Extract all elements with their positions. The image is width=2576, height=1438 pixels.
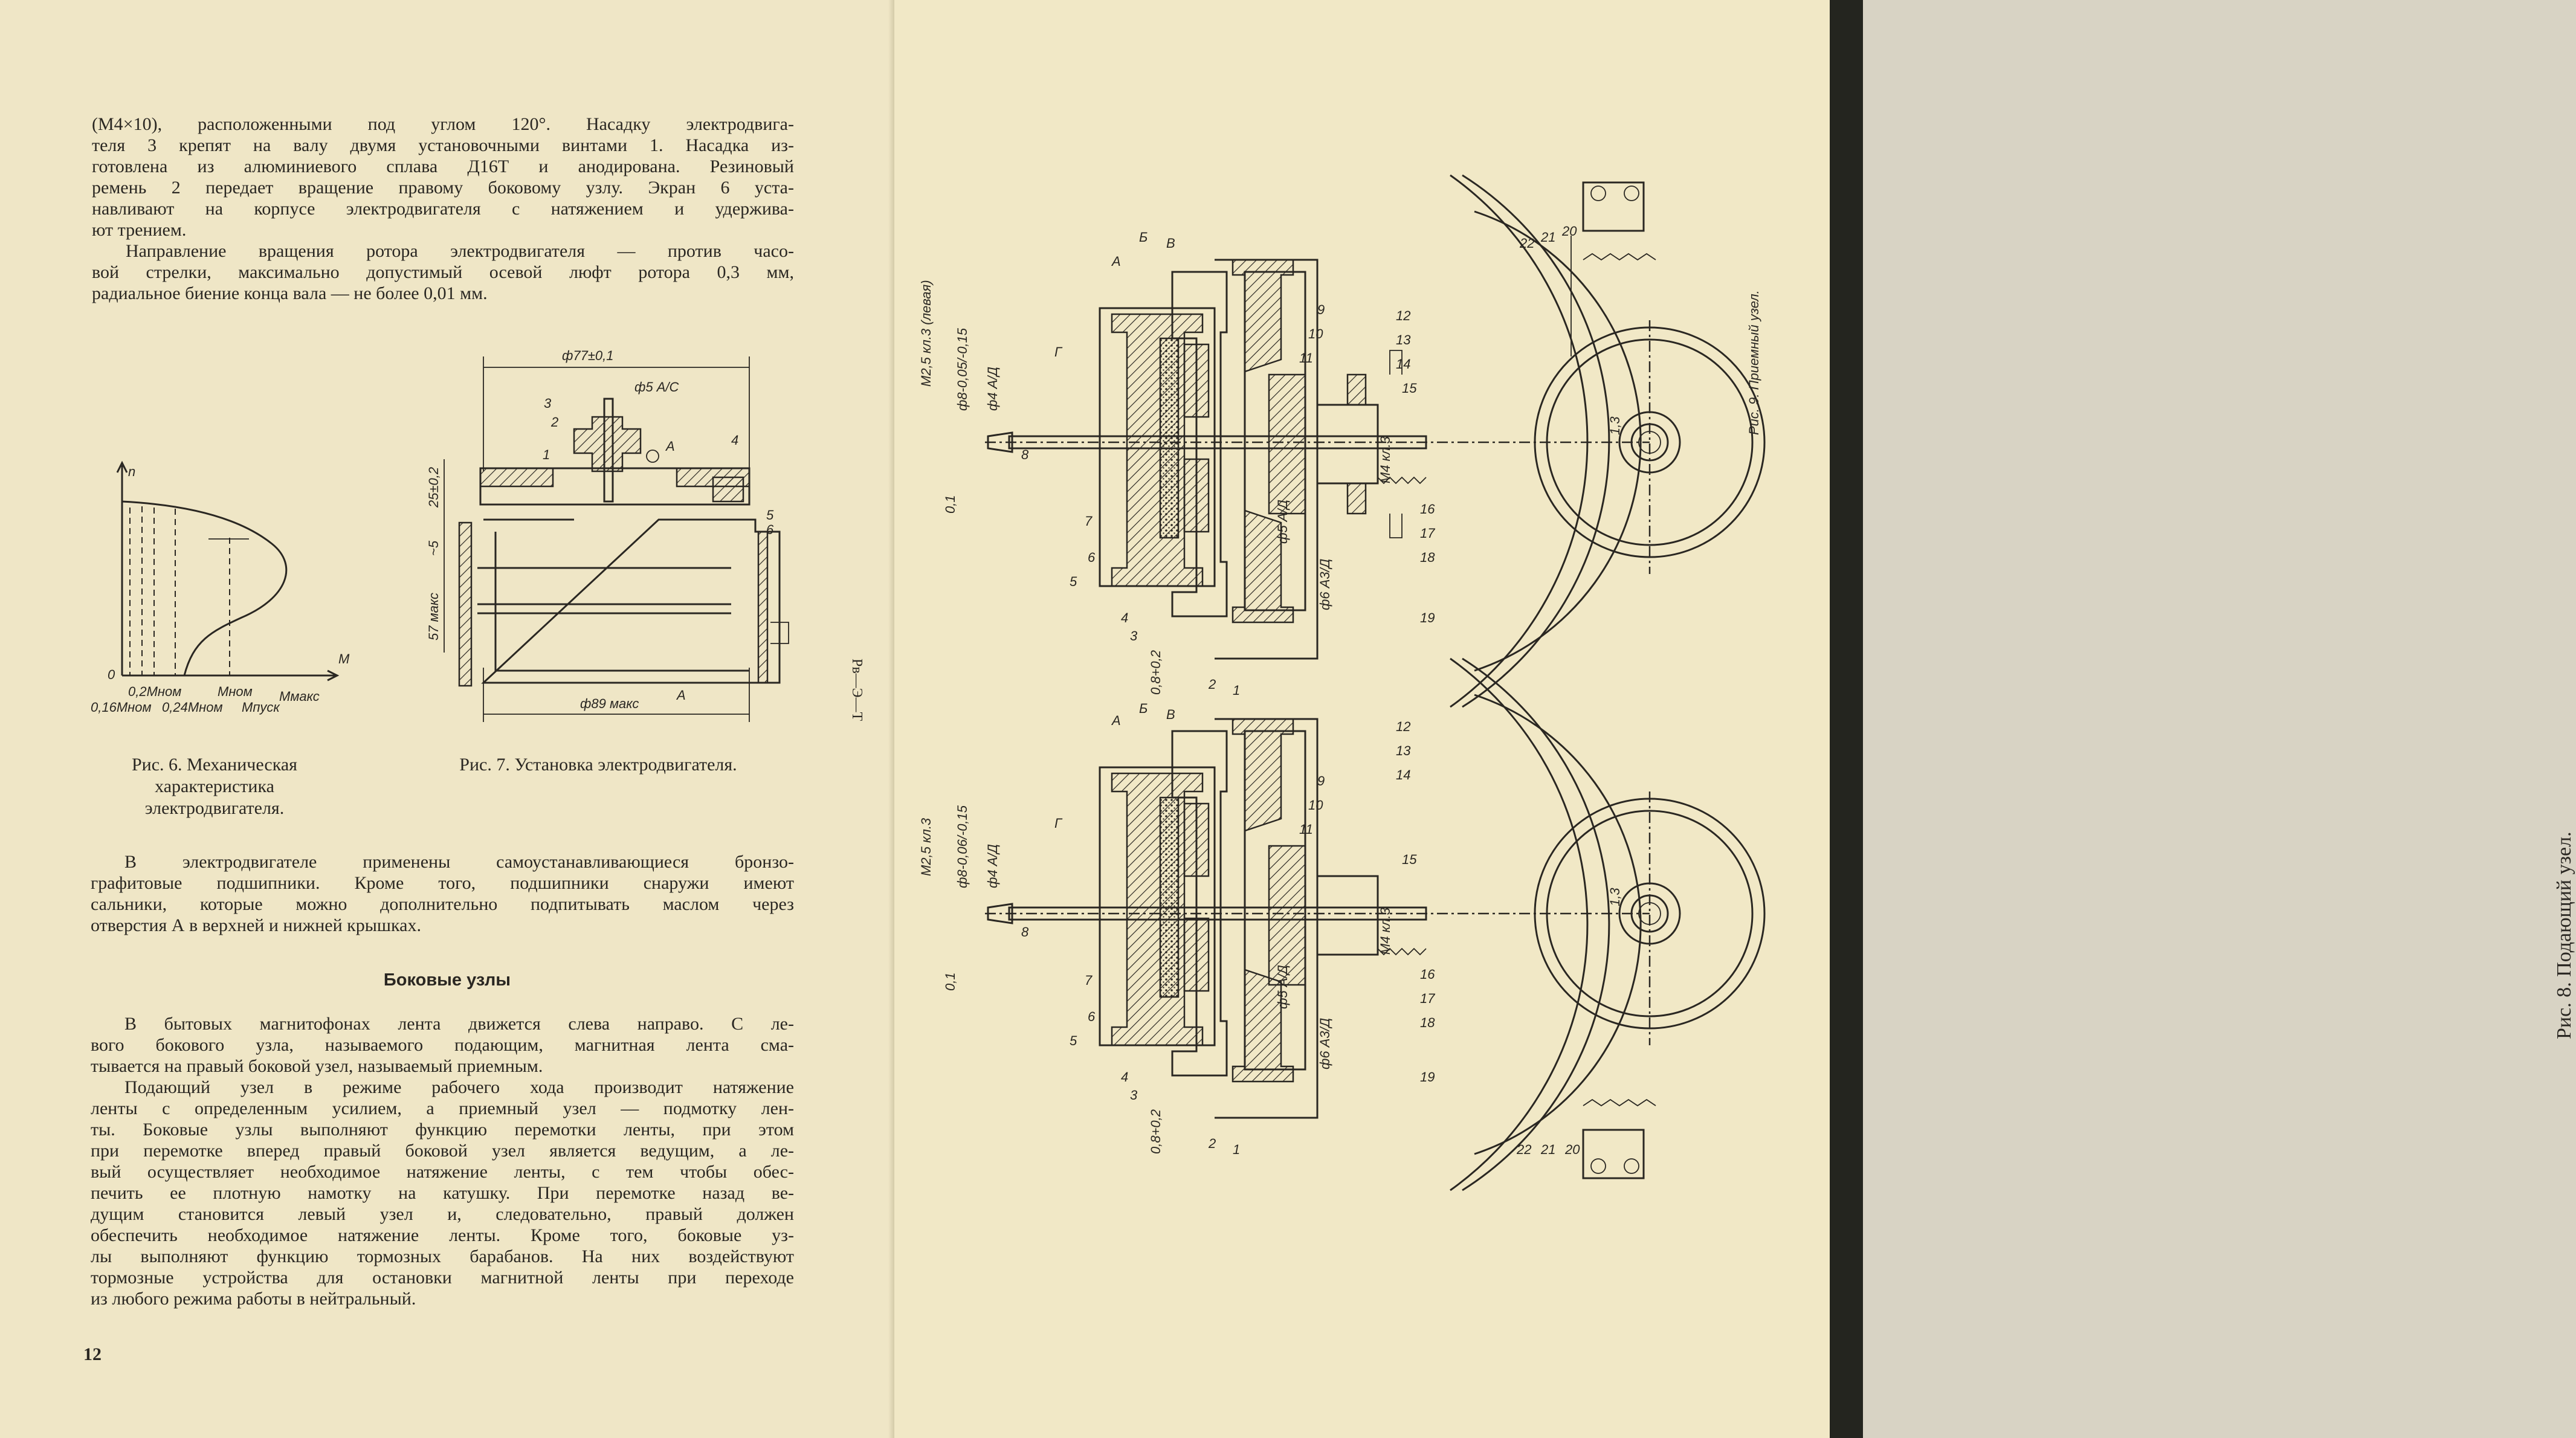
tick-label: 0,2Mном [128, 684, 182, 699]
dimension-label: М4 кл.3 [1378, 436, 1393, 483]
paragraph-side-units [91, 1013, 794, 1309]
text-line: графитовые подшипники. Кроме того, подшипники снаружи имеют [91, 873, 794, 893]
tick-label: Mпуск [242, 700, 280, 715]
dimension-label: ф5 А/С [634, 379, 679, 395]
part-mark: 3 [1130, 628, 1138, 643]
part-mark: 12 [1396, 719, 1411, 734]
dimension-label: ф8-0,05/-0,15 [955, 327, 970, 411]
text-line: ты. Боковые узлы выполняют функцию перемотки ленты, при этом [91, 1120, 794, 1140]
tick-label: Mном [218, 684, 253, 699]
text-line: вой стрелки, максимально допустимый осевой люфт ротора 0,3 мм, [92, 262, 794, 282]
characteristic-curve [122, 501, 286, 675]
figure-6-caption: Рис. 6. Механическая характеристика электродвигателя. [132, 755, 297, 818]
part-mark: 4 [1121, 1069, 1129, 1085]
part-mark: В [1166, 236, 1175, 251]
part-mark: 13 [1396, 743, 1411, 758]
text-line: ленты с определенным усилием, а приемный узел — подмотку лен- [91, 1098, 794, 1118]
dimension-label: 0,8+0,2 [1148, 650, 1163, 695]
part-mark: 13 [1396, 332, 1411, 347]
part-mark: 6 [766, 522, 774, 537]
right-page [894, 0, 2575, 1438]
part-mark: 16 [1420, 501, 1435, 517]
part-mark: 9 [1317, 302, 1325, 317]
text-line: навливают на корпусе электродвигателя с натяжением и удержива- [92, 199, 794, 219]
part-mark: 2 [1209, 677, 1216, 692]
part-mark: Г [1054, 344, 1062, 360]
text-line: вого бокового узла, называемого подающим, магнитная лента сма- [91, 1035, 794, 1055]
text-line: при перемотке вперед правый боковой узел является ведущим, а ле- [91, 1141, 794, 1161]
part-mark: 15 [1402, 852, 1417, 867]
part-mark: 10 [1308, 326, 1323, 341]
part-mark: 21 [1541, 230, 1556, 245]
part-mark: 3 [544, 396, 552, 411]
dimension-label: М2,5 кл.3 [918, 817, 934, 876]
signature-mark: Рв—Э—Т [849, 659, 865, 721]
part-mark: 11 [1299, 822, 1313, 837]
section-heading: Боковые узлы [383, 970, 511, 990]
left-page [0, 0, 894, 1438]
text-line: готовлена из алюминиевого сплава Д16Т и анодирована. Резиновый [92, 156, 794, 176]
text-line: В бытовых магнитофонах лента движется слева направо. С ле- [124, 1014, 794, 1034]
part-mark: 1 [1233, 1142, 1241, 1157]
part-mark: 8 [1021, 924, 1029, 940]
part-mark: 22 [1520, 236, 1535, 251]
part-mark: 4 [1121, 610, 1129, 625]
part-mark: 20 [1562, 224, 1577, 239]
part-mark: Б [1139, 701, 1148, 716]
part-mark: 4 [731, 433, 739, 448]
part-mark: 20 [1565, 1142, 1580, 1157]
part-mark: 11 [1299, 350, 1313, 366]
text-line: радиальное биение конца вала — не более 0,01 мм. [92, 283, 488, 303]
part-mark: 14 [1396, 767, 1411, 782]
part-mark: 1 [1233, 683, 1241, 698]
text-line: отверстия А в верхней и нижней крышках. [91, 915, 421, 935]
part-mark: 17 [1420, 526, 1435, 541]
dimension-label: 1,3 [1607, 888, 1622, 906]
dimension-label: М4 кл.3 [1378, 908, 1393, 955]
part-mark: 5 [1070, 1033, 1077, 1048]
dimension-label: 1,3 [1607, 416, 1622, 435]
figure-7-caption: Рис. 7. Установка электродвигателя. [459, 755, 737, 775]
text-line: В электродвигателе применены самоустанавливающиеся бронзо- [124, 852, 794, 872]
text-line: вый осуществляет необходимое натяжение ленты, с тем чтобы обес- [91, 1162, 794, 1182]
tick-label: 0,24Mном [162, 700, 223, 715]
page-number: 12 [83, 1344, 102, 1364]
part-mark: В [1166, 707, 1175, 722]
part-mark: 1 [543, 447, 550, 462]
part-mark: 3 [1130, 1088, 1138, 1103]
text-line: (М4×10), расположенными под углом 120°. Насадку электродвига- [92, 114, 794, 134]
text-line: обеспечить необходимое натяжение ленты. Кроме того, боковые уз- [91, 1225, 794, 1245]
text-line: лы выполняют функцию тормозных барабанов. На них воздействуют [91, 1246, 794, 1266]
scan-edge [1830, 0, 1863, 1438]
part-mark: А [677, 688, 686, 703]
part-mark: 18 [1420, 550, 1435, 565]
part-mark: 14 [1396, 356, 1411, 372]
paragraph-motor-mounting [92, 114, 794, 304]
text-line: Подающий узел в режиме рабочего хода производит натяжение [124, 1077, 794, 1097]
figure-caption-inline: Рис. 9. Приемный узел. [1746, 290, 1761, 435]
part-mark: 19 [1420, 1069, 1435, 1085]
part-mark: А [666, 439, 675, 454]
part-mark: А [1112, 254, 1121, 269]
part-mark: А [1112, 713, 1121, 728]
part-mark: 7 [1085, 973, 1093, 988]
dimension-label: ф4 А/Д [985, 366, 1000, 411]
dimension-label: ф89 макс [580, 696, 639, 711]
figure-6-mechanical-characteristic [91, 459, 369, 725]
dimension-label: ф5 А/Д [1275, 499, 1290, 544]
dimension-label: 57 макс [426, 592, 441, 640]
text-line: дущим становится левый узел и, следовательно, правый должен [91, 1204, 794, 1224]
dimension-label: ф77±0,1 [562, 348, 614, 363]
dimension-label: 0,1 [943, 972, 958, 991]
dimension-label: 0,1 [943, 495, 958, 514]
part-mark: 8 [1021, 447, 1029, 462]
dimension-label: 25±0,2 [426, 466, 441, 508]
figure-9-take-up-unit [918, 175, 1761, 698]
dimension-label: ~5 [426, 540, 441, 556]
text-line: ремень 2 передает вращение правому боковому узлу. Экран 6 уста- [92, 178, 794, 198]
part-mark: 9 [1317, 773, 1325, 788]
figure-8-caption: Рис. 8. Подающий узел. [2553, 831, 2575, 1039]
part-mark: 16 [1420, 967, 1435, 982]
part-mark: 10 [1308, 798, 1323, 813]
origin-label: 0 [108, 667, 115, 682]
dimension-label: ф8-0,06/-0,15 [955, 805, 970, 888]
x-axis-label: M [338, 651, 350, 666]
text-line: тормозные устройства для остановки магнитной ленты при переходе [91, 1268, 794, 1288]
part-mark: 19 [1420, 610, 1435, 625]
part-mark: 2 [1209, 1136, 1216, 1151]
dimension-label: 0,8+0,2 [1148, 1109, 1163, 1154]
part-mark: 5 [1070, 574, 1077, 589]
tick-label: 0,16Mном [91, 700, 152, 715]
part-mark: Г [1054, 816, 1062, 831]
part-mark: 18 [1420, 1015, 1435, 1030]
y-axis-label: n [128, 464, 136, 479]
part-mark: 6 [1088, 550, 1096, 565]
dimension-label: М2,5 кл.3 (левая) [918, 280, 934, 387]
part-mark: 17 [1420, 991, 1435, 1006]
text-line: тывается на правый боковой узел, называемый приемным. [91, 1056, 543, 1076]
figure-8-supply-unit [918, 695, 1656, 1190]
part-mark: 12 [1396, 308, 1411, 323]
figure-7-motor-installation [411, 338, 810, 725]
text-line: ют трением. [92, 220, 187, 240]
paragraph-bearings [91, 851, 794, 936]
text-line: печить ее плотную намотку на катушку. При перемотке назад ве- [91, 1183, 794, 1203]
part-mark: 7 [1085, 514, 1093, 529]
part-mark: 21 [1541, 1142, 1556, 1157]
text-line: из любого режима работы в нейтральный. [91, 1289, 416, 1309]
part-mark: 22 [1517, 1142, 1532, 1157]
tick-label: Mмакс [279, 689, 320, 704]
part-mark: 15 [1402, 381, 1417, 396]
part-mark: Б [1139, 230, 1148, 245]
dimension-label: ф5 А/Д [1275, 964, 1290, 1009]
dimension-label: ф6 А3/Д [1317, 1017, 1332, 1069]
text-line: сальники, которые можно дополнительно подпитывать маслом через [91, 894, 794, 914]
dimension-label: ф6 А3/Д [1317, 558, 1332, 610]
text-line: Направление вращения ротора электродвигателя — против часо- [126, 241, 794, 261]
part-mark: 2 [551, 414, 559, 430]
dimension-label: ф4 А/Д [985, 843, 1000, 888]
part-mark: 5 [766, 508, 774, 523]
text-line: теля 3 крепят на валу двумя установочными винтами 1. Насадка из- [92, 135, 794, 155]
part-mark: 6 [1088, 1009, 1096, 1024]
